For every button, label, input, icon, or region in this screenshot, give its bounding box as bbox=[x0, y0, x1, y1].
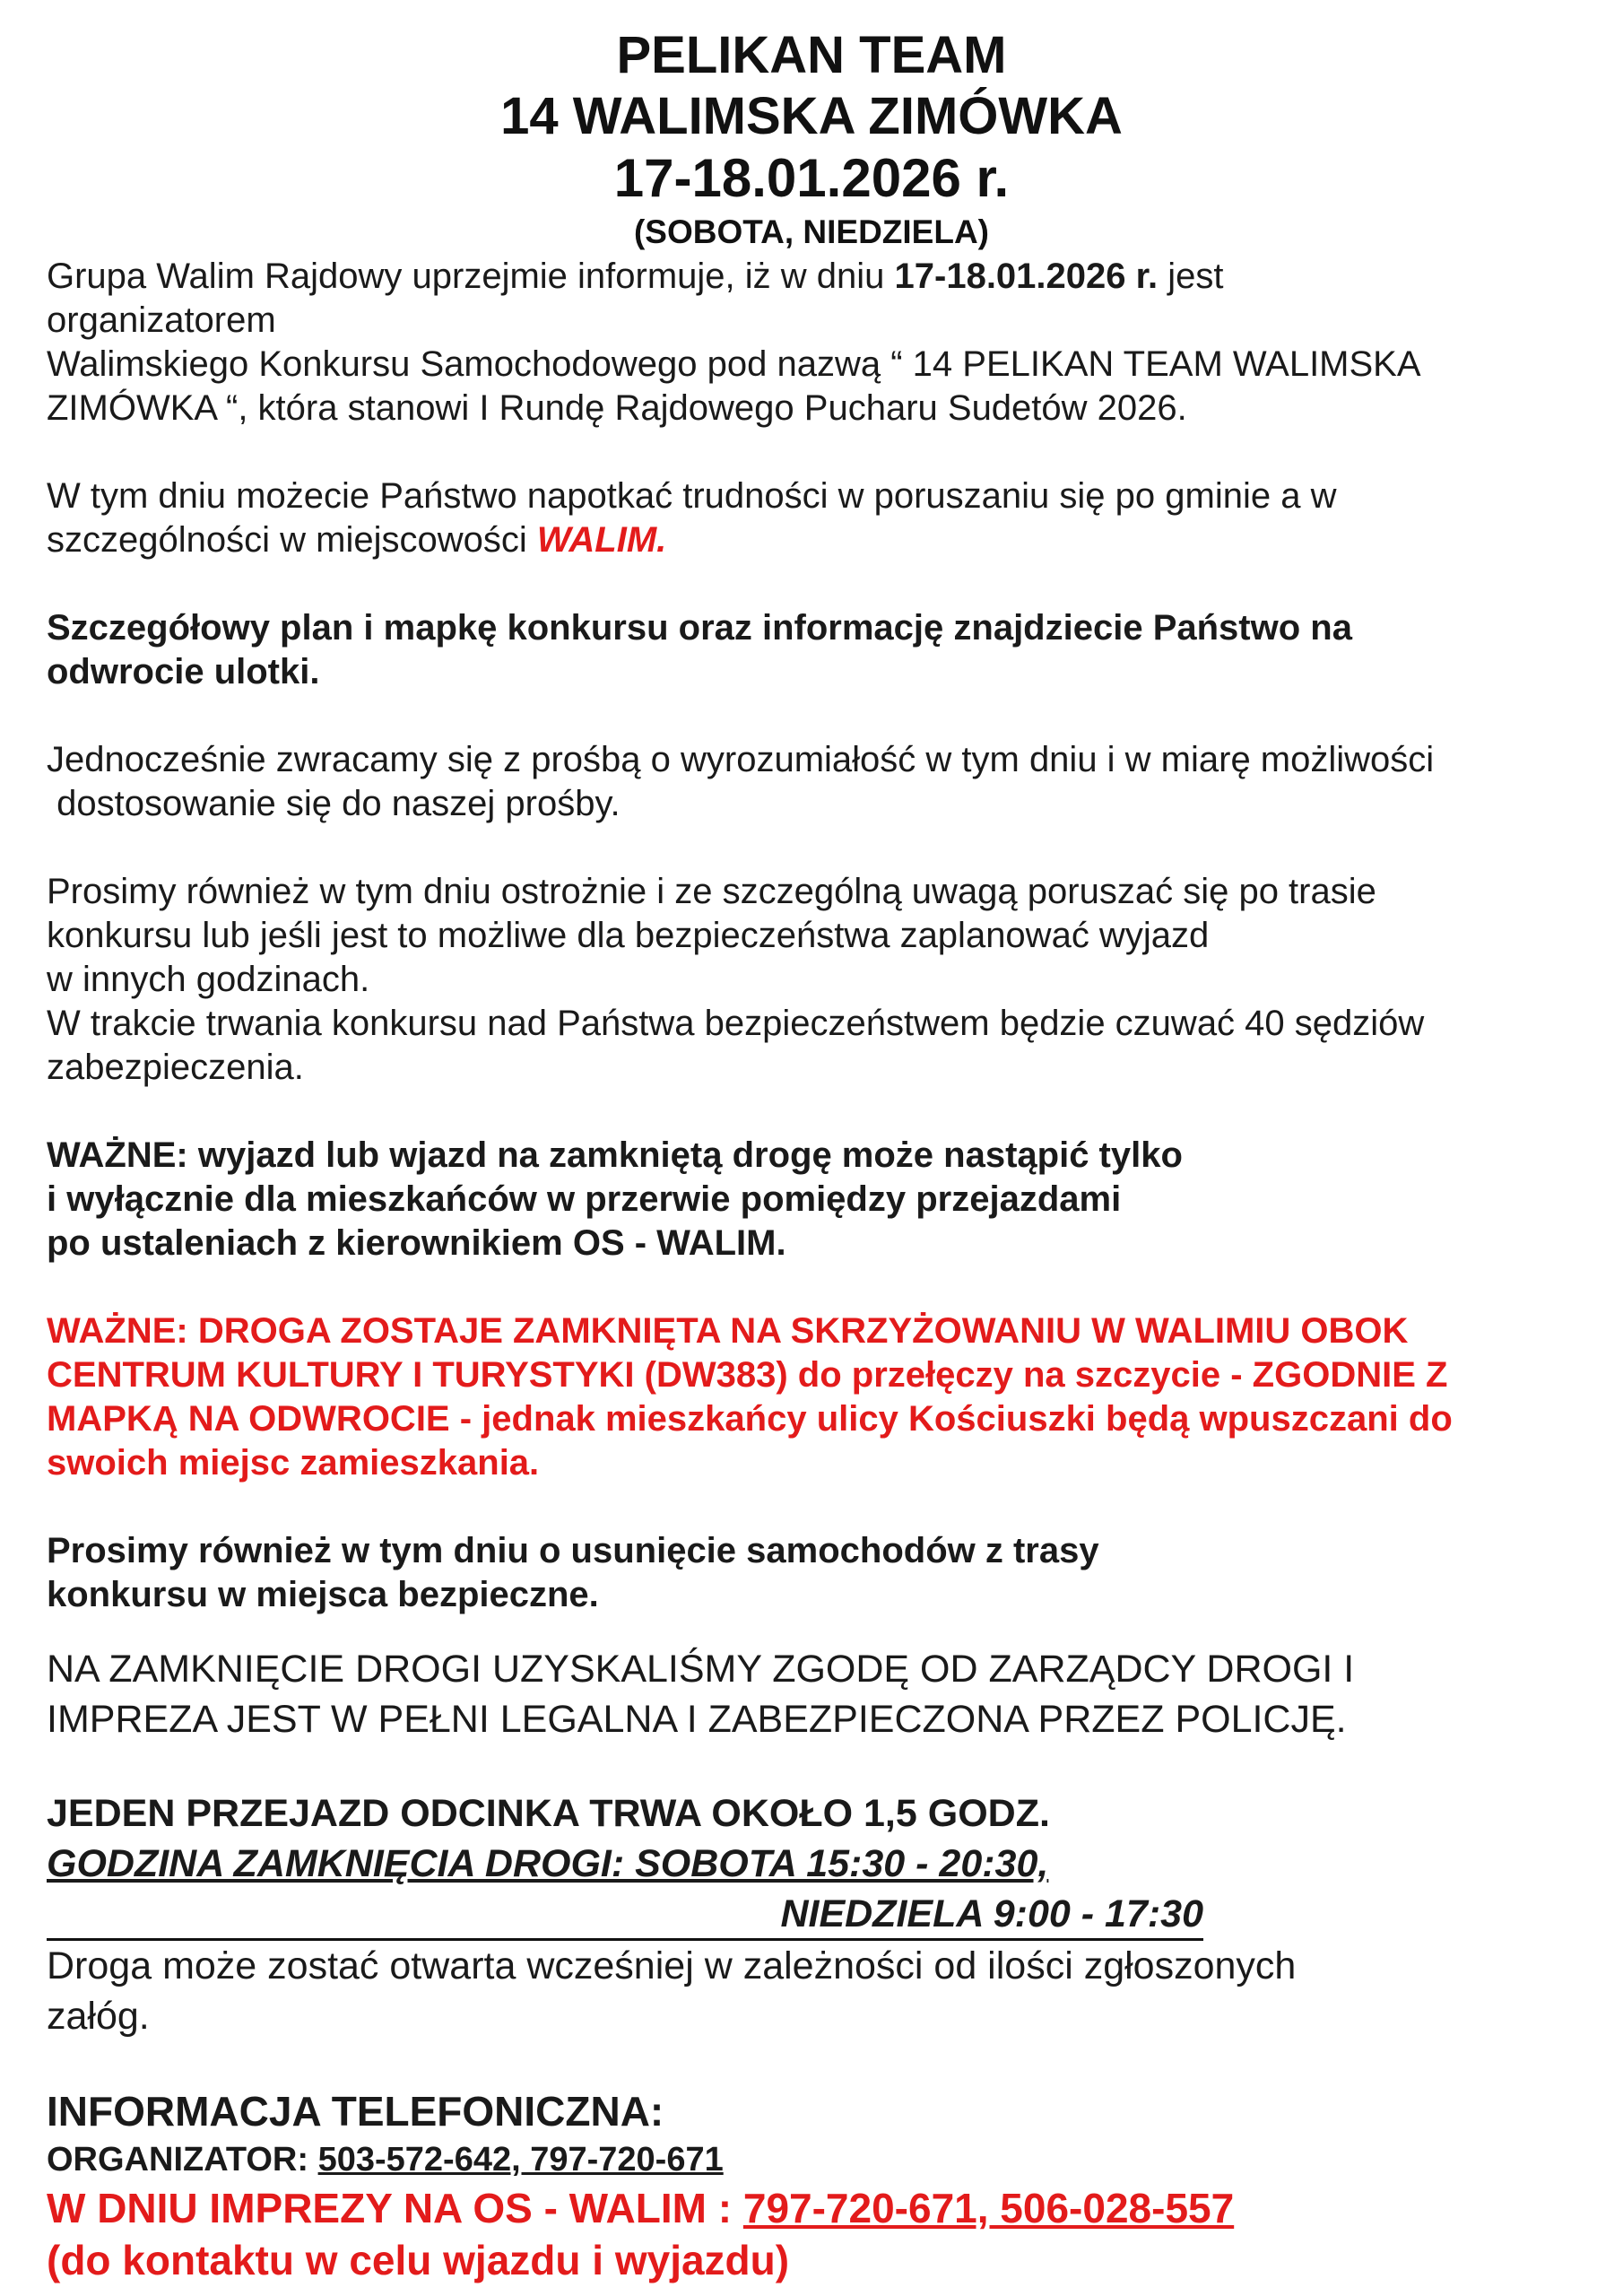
caution-paragraph bbox=[47, 870, 1576, 1090]
cars-line-1: Prosimy również w tym dniu o usunięcie samochodów z trasy bbox=[47, 1531, 1099, 1570]
caution-line-3: w innych godzinach. bbox=[47, 960, 370, 999]
event-label: W DNIU IMPREZY NA OS - WALIM : bbox=[47, 2185, 743, 2231]
caution-line-5: zabezpieczenia. bbox=[47, 1048, 304, 1087]
closing-sunday: NIEDZIELA 9:00 - 17:30 bbox=[47, 1890, 1203, 1941]
intro-line-2: organizatorem bbox=[47, 300, 276, 340]
caution-line-2: konkursu lub jeśli jest to możliwe dla bezpieczeństwa zaplanować wyjazd bbox=[47, 916, 1210, 955]
intro-line-1 bbox=[47, 255, 1576, 299]
flyer bbox=[47, 25, 1576, 2286]
difficulty-paragraph bbox=[47, 474, 1576, 562]
intro-paragraph bbox=[47, 255, 1576, 430]
header bbox=[47, 25, 1576, 255]
schedule-block bbox=[47, 1788, 1576, 2041]
title-date: 17-18.01.2026 r. bbox=[613, 148, 1010, 208]
organizer-row bbox=[47, 2137, 1576, 2182]
legal-paragraph bbox=[47, 1644, 1576, 1744]
difficulty-text: szczególności w miejscowości bbox=[47, 520, 537, 560]
contact-block bbox=[47, 2085, 1576, 2286]
caution-line-4: W trakcie trwania konkursu nad Państwa bezpieczeństwem będzie czuwać 40 sędziów bbox=[47, 1004, 1425, 1043]
schedule-note-1: Droga może zostać otwarta wcześniej w zależności od ilości zgłoszonych bbox=[47, 1944, 1297, 1987]
organizer-label: ORGANIZATOR: bbox=[47, 2141, 318, 2179]
closing-sunday-row bbox=[47, 1889, 1576, 1941]
important2-line-4: swoich miejsc zamieszkania. bbox=[47, 1443, 540, 1483]
legal-line-2: IMPREZA JEST W PEŁNI LEGALNA I ZABEZPIECZONA PRZEZ POLICJĘ. bbox=[47, 1698, 1347, 1741]
intro-text-2: jest bbox=[1158, 257, 1224, 296]
important2-line-1: WAŻNE: DROGA ZOSTAJE ZAMKNIĘTA NA SKRZYŻOWANIU W WALIMIU OBOK bbox=[47, 1311, 1409, 1351]
important1-line-1: WAŻNE: wyjazd lub wjazd na zamkniętą drogę może nastąpić tylko bbox=[47, 1135, 1183, 1175]
duration-line: JEDEN PRZEJAZD ODCINKA TRWA OKOŁO 1,5 GODZ. bbox=[47, 1792, 1050, 1835]
important1-line-2: i wyłącznie dla mieszkańców w przerwie pomiędzy przejazdami bbox=[47, 1179, 1122, 1219]
place-name: WALIM. bbox=[536, 520, 667, 560]
schedule-note-2: załóg. bbox=[47, 1995, 150, 2038]
request-paragraph bbox=[47, 738, 1576, 826]
event-note: (do kontaktu w celu wjazdu i wyjazdu) bbox=[47, 2237, 790, 2283]
contact-heading: INFORMACJA TELEFONICZNA: bbox=[47, 2088, 664, 2135]
intro-line-4: ZIMÓWKA “, która stanowi I Rundę Rajdowego Pucharu Sudetów 2026. bbox=[47, 388, 1187, 428]
difficulty-line-2 bbox=[47, 518, 1576, 562]
cars-paragraph bbox=[47, 1529, 1576, 1617]
request-line-2: dostosowanie się do naszej prośby. bbox=[47, 784, 621, 823]
organizer-phones[interactable]: 503-572-642, 797-720-671 bbox=[317, 2141, 724, 2179]
important-notice-2 bbox=[47, 1309, 1576, 1485]
important1-line-3: po ustaleniach z kierownikiem OS - WALIM. bbox=[47, 1223, 786, 1263]
title-days: (SOBOTA, NIEDZIELA) bbox=[633, 213, 989, 250]
event-row bbox=[47, 2182, 1576, 2234]
important2-line-3: MAPKĄ NA ODWROCIE - jednak mieszkańcy ulicy Kościuszki będą wpuszczani do bbox=[47, 1399, 1453, 1439]
plan-line-1: Szczegółowy plan i mapkę konkursu oraz informację znajdziecie Państwo na bbox=[47, 608, 1352, 648]
cars-line-2: konkursu w miejsca bezpieczne. bbox=[47, 1575, 599, 1614]
legal-line-1: NA ZAMKNIĘCIE DROGI UZYSKALIŚMY ZGODĘ OD ZARZĄDCY DROGI I bbox=[47, 1648, 1355, 1691]
plan-line-2: odwrocie ulotki. bbox=[47, 652, 320, 691]
difficulty-line-1: W tym dniu możecie Państwo napotkać trudności w poruszaniu się po gminie a w bbox=[47, 476, 1337, 516]
caution-line-1: Prosimy również w tym dniu ostrożnie i ze szczególną uwagą poruszać się po trasie bbox=[47, 872, 1376, 911]
event-phones[interactable]: 797-720-671, 506-028-557 bbox=[742, 2185, 1235, 2231]
intro-date: 17-18.01.2026 r. bbox=[894, 257, 1159, 296]
important2-line-2: CENTRUM KULTURY I TURYSTYKI (DW383) do przełęczy na szczycie - ZGODNIE Z bbox=[47, 1355, 1448, 1395]
closing-saturday: GODZINA ZAMKNIĘCIA DROGI: SOBOTA 15:30 - 20:30, bbox=[47, 1842, 1049, 1885]
request-line-1: Jednocześnie zwracamy się z prośbą o wyrozumiałość w tym dniu i w miarę możliwości bbox=[47, 740, 1435, 779]
title-team: PELIKAN TEAM bbox=[616, 26, 1007, 84]
important-notice-1 bbox=[47, 1134, 1576, 1265]
intro-text-1: Grupa Walim Rajdowy uprzejmie informuje, iż w dniu bbox=[47, 257, 895, 296]
plan-paragraph bbox=[47, 606, 1576, 694]
intro-line-3: Walimskiego Konkursu Samochodowego pod nazwą “ 14 PELIKAN TEAM WALIMSKA bbox=[47, 344, 1421, 384]
title-event: 14 WALIMSKA ZIMÓWKA bbox=[500, 87, 1123, 145]
